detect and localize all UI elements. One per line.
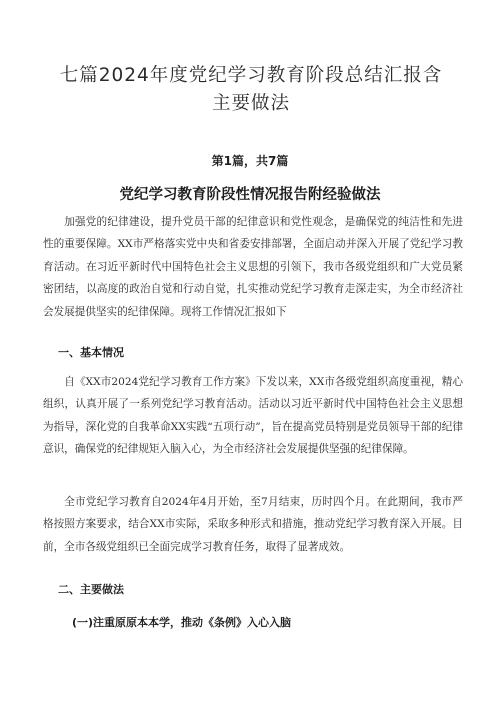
subsection-heading-1: (一)注重原原本本学，推动《条例》入心入脑 [72,616,292,629]
document-subtitle: 党纪学习教育阶段性情况报告附经验做法 [119,187,381,203]
part-label: 第1篇，共7篇 [211,154,289,168]
document-title: 七篇2024年度党纪学习教育阶段总结汇报含主要做法 [59,65,443,114]
section1-paragraph-1: 自《XX市2024党纪学习教育工作方案》下发以来，XX市各级党组织高度重视，精心组织，认真开展了一系列党纪学习教育活动。活动以习近平新时代中国特色社会主义思想为指导，深化党的自我革命XX实践“五项行动”，旨在提高党员特别是党员领导干部的纪律意识，确保党的纪律规矩入脑入心，为全市经济社会发展提供坚强的纪律保障。 [43,376,463,456]
section-heading-main-practices: 二、主要做法 [58,583,124,596]
intro-paragraph: 加强党的纪律建设，提升党员干部的纪律意识和党性观念，是确保党的纯洁性和先进性的重要保障。XX市严格落实党中央和省委安排部署，全面启动并深入开展了党纪学习教育活动。在习近平新时代中国特色社会主义思想的引领下，我市各级党组织和广大党员紧密团结，以高度的政治自觉和行动自觉，扎实推动党纪学习教育走深走实，为全市经济社会发展提供坚实的纪律保障。现将工作情况汇报如下 [43,216,463,318]
section-heading-basic-situation: 一、基本情况 [58,346,124,359]
section1-paragraph-2: 全市党纪学习教育自2024年4月开始，至7月结束，历时四个月。在此期间，我市严格按照方案要求，结合XX市实际，采取多种形式和措施，推动党纪学习教育深入开展。目前，全市各级党组织已全面完成学习教育任务，取得了显著成效。 [43,496,463,553]
